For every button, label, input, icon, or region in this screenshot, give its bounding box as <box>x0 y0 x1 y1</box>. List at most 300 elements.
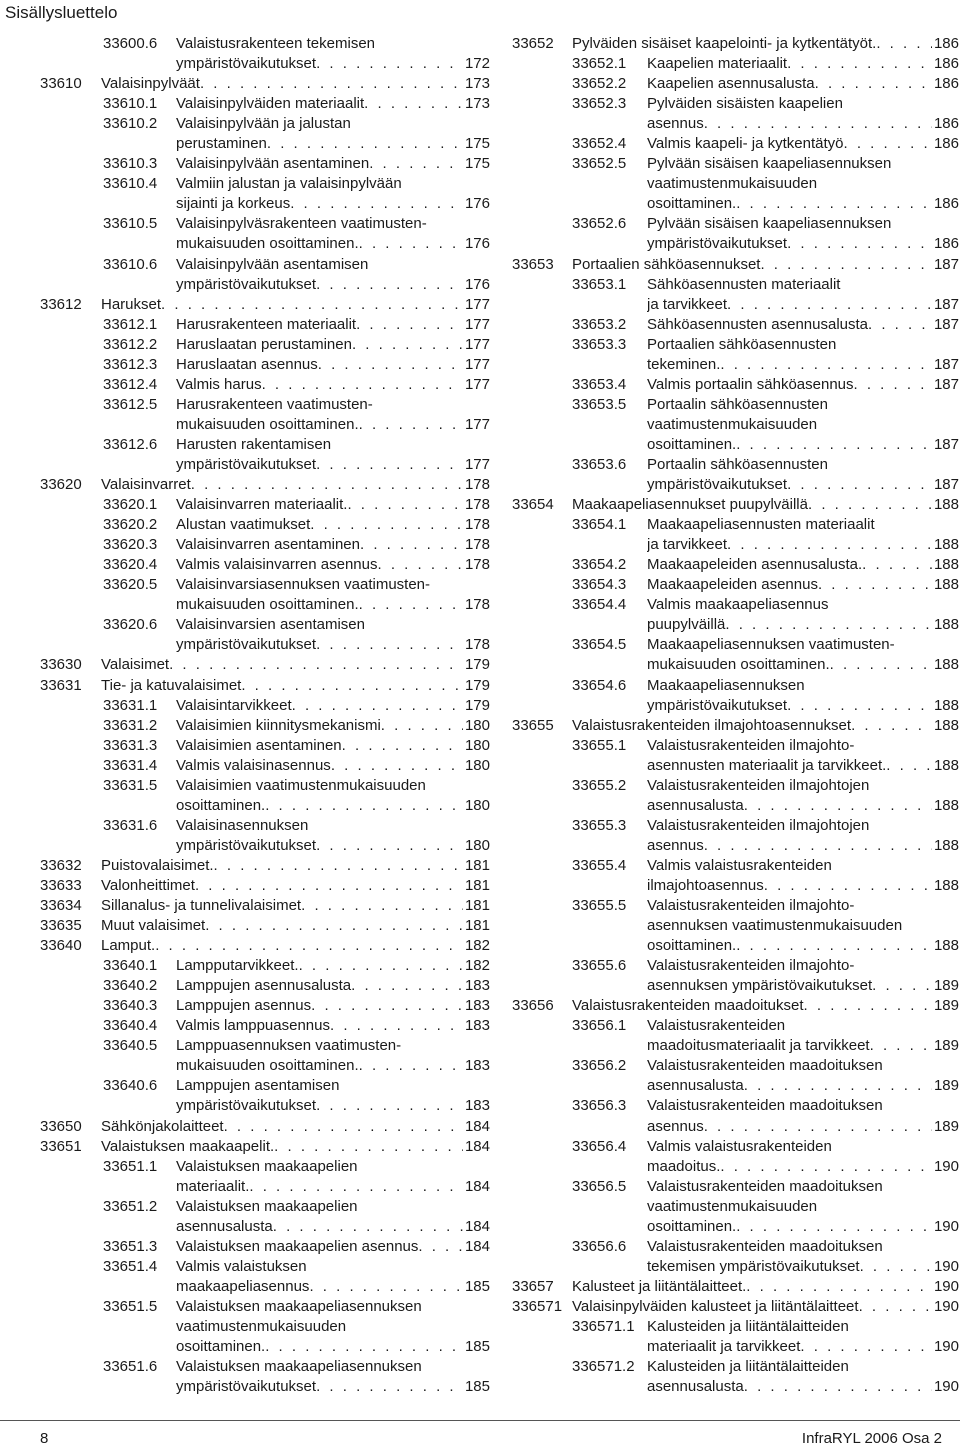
toc-entry <box>40 736 490 756</box>
toc-entry-page: 186 <box>933 235 959 253</box>
toc-entry-title: Valaistuksen maakaapeliasennuksen <box>176 1358 422 1376</box>
toc-entry-title: Tie- ja katuvalaisimet <box>101 676 242 694</box>
dot-leader <box>736 435 932 455</box>
dot-leader <box>359 1056 463 1076</box>
dot-leader <box>854 375 932 395</box>
toc-entry <box>40 1177 490 1197</box>
toc-entry-title: Valaistusrakenteiden maadoituksen <box>647 1057 883 1075</box>
dot-leader <box>720 355 932 375</box>
toc-entry-title: Pylvään sisäisen kaapeliasennuksen <box>647 215 892 233</box>
toc-entry-title: sijainti ja korkeus <box>176 195 291 213</box>
toc-entry <box>512 1357 959 1377</box>
dot-leader <box>265 796 463 816</box>
toc-entry-title: Lamppujen asentamisen <box>176 1077 340 1095</box>
toc-entry-number: 33610.3 <box>103 155 158 173</box>
toc-entry-title: mukaisuuden osoittaminen. <box>176 415 359 433</box>
toc-entry <box>40 655 490 675</box>
toc-entry <box>512 976 959 996</box>
toc-entry <box>40 1337 490 1357</box>
toc-entry <box>40 214 490 234</box>
toc-entry-title: ympäristövaikutukset <box>647 696 788 714</box>
dot-leader <box>169 655 463 675</box>
toc-entry <box>40 34 490 54</box>
toc-entry <box>512 595 959 615</box>
toc-entry-number: 33653.6 <box>572 455 627 473</box>
toc-entry-page: 186 <box>933 115 959 133</box>
toc-entry <box>512 1157 959 1177</box>
dot-leader <box>704 836 932 856</box>
toc-entry-page: 178 <box>464 596 490 614</box>
toc-entry <box>40 1056 490 1076</box>
dot-leader <box>787 54 932 74</box>
dot-leader <box>736 194 932 214</box>
toc-entry-number: 33635 <box>40 917 82 935</box>
dot-leader <box>859 1297 932 1317</box>
toc-entry-number: 33656.5 <box>572 1177 627 1195</box>
toc-entry-page: 179 <box>464 696 490 714</box>
toc-entry-title: Kalusteet ja liitäntälaitteet. <box>572 1277 747 1295</box>
toc-entry-number: 33631.6 <box>103 816 158 834</box>
toc-entry-title: Harusten rakentamisen <box>176 435 332 453</box>
dot-leader <box>318 355 463 375</box>
toc-entry-number: 33655.6 <box>572 957 627 975</box>
toc-entry-page: 177 <box>464 355 490 373</box>
dot-leader <box>727 535 932 555</box>
toc-entry <box>512 154 959 174</box>
toc-entry <box>512 455 959 475</box>
toc-entry-page: 188 <box>933 496 959 514</box>
toc-entry <box>512 1257 959 1277</box>
toc-entry <box>512 94 959 114</box>
toc-entry <box>40 455 490 475</box>
toc-entry-number: 33612.6 <box>103 435 158 453</box>
toc-entry <box>40 54 490 74</box>
toc-entry <box>40 275 490 295</box>
toc-entry-number: 33631.4 <box>103 756 158 774</box>
toc-entry-number: 33640.3 <box>103 997 158 1015</box>
toc-entry-title: Valaistusrakenteen tekemisen <box>176 35 375 52</box>
toc-entry-number: 33620.6 <box>103 616 158 634</box>
toc-entry-page: 187 <box>933 476 959 494</box>
toc-entry <box>512 756 959 776</box>
toc-entry-page: 177 <box>464 455 490 473</box>
toc-entry-number: 33620 <box>40 476 82 494</box>
toc-entry <box>512 716 959 736</box>
dot-leader <box>418 1237 463 1257</box>
toc-entry <box>512 275 959 295</box>
toc-entry-title: Sähkönjakolaitteet <box>101 1117 224 1135</box>
toc-entry <box>40 1237 490 1257</box>
publication-name: InfraRYL 2006 Osa 2 <box>801 1430 942 1447</box>
toc-entry-title: Lamppujen asennus <box>176 997 312 1015</box>
toc-entry-title: Valaisimet <box>101 656 170 674</box>
toc-entry <box>512 355 959 375</box>
toc-entry <box>512 415 959 435</box>
toc-entry-title: Valaisinpylvään asentamisen <box>176 255 369 273</box>
toc-entry-page: 190 <box>933 1157 959 1175</box>
toc-entry-number: 33630 <box>40 656 82 674</box>
toc-entry-page: 185 <box>464 1378 490 1396</box>
toc-entry-number: 33631.3 <box>103 736 158 754</box>
toc-entry <box>40 1117 490 1137</box>
toc-entry-page: 186 <box>933 55 959 73</box>
toc-entry-page: 183 <box>464 997 490 1015</box>
toc-entry <box>512 255 959 275</box>
toc-entry <box>512 555 959 575</box>
toc-entry-page: 184 <box>464 1237 490 1255</box>
toc-entry-title: mukaisuuden osoittaminen. <box>176 1057 359 1075</box>
toc-entry-number: 33620.1 <box>103 496 158 514</box>
toc-entry-title: Sillanalus- ja tunnelivalaisimet <box>101 897 302 915</box>
toc-entry-number: 33633 <box>40 876 82 894</box>
toc-entry-title: Valaisintarvikkeet <box>176 696 292 714</box>
toc-entry-number: 33651.6 <box>103 1358 158 1376</box>
toc-entry-title: Valmis valaistusrakenteiden <box>647 856 832 874</box>
toc-entry <box>512 495 959 515</box>
toc-entry-number: 33600.6 <box>103 35 158 52</box>
toc-entry-page: 180 <box>464 756 490 774</box>
toc-entry-page: 184 <box>464 1137 490 1155</box>
toc-entry <box>40 335 490 355</box>
toc-entry-page: 190 <box>933 1257 959 1275</box>
toc-entry-title: Valaistusrakenteiden ilmajohto- <box>647 897 855 915</box>
toc-entry-title: Lamppujen asennusalusta <box>176 977 352 995</box>
toc-entry <box>40 1016 490 1036</box>
toc-entry-title: asennus <box>647 115 704 133</box>
toc-entry-number: 33640.2 <box>103 977 158 995</box>
toc-entry-page: 182 <box>464 957 490 975</box>
toc-entry-number: 33656.1 <box>572 1017 627 1035</box>
toc-entry-page: 173 <box>464 75 490 93</box>
toc-entry-title: osoittaminen. <box>647 937 737 955</box>
toc-entry-title: Valaisinpylväiden kalusteet ja liitäntälaitteet <box>572 1297 859 1315</box>
toc-entry-title: Valaisinvarren materiaalit. <box>176 496 348 514</box>
toc-entry-title: ympäristövaikutukset <box>647 235 788 253</box>
toc-entry-title: osoittaminen. <box>647 435 737 453</box>
toc-entry-page: 188 <box>933 616 959 634</box>
toc-entry-page: 188 <box>933 796 959 814</box>
toc-entry <box>40 495 490 515</box>
toc-entry-page: 181 <box>464 856 490 874</box>
toc-entry-page: 190 <box>933 1277 959 1295</box>
toc-entry <box>512 1056 959 1076</box>
toc-entry-title: ympäristövaikutukset <box>176 1097 317 1115</box>
toc-entry-number: 33656.3 <box>572 1097 627 1115</box>
toc-entry-number: 33610 <box>40 75 82 93</box>
toc-entry-title: Maakaapeliasennusten materiaalit <box>647 516 875 534</box>
dot-leader <box>316 836 463 856</box>
toc-entry-number: 33655.2 <box>572 776 627 794</box>
toc-entry <box>40 1297 490 1317</box>
toc-entry <box>512 1337 959 1357</box>
toc-entry-number: 33651.3 <box>103 1237 158 1255</box>
toc-entry <box>512 1036 959 1056</box>
toc-entry-title: Sähköasennusten asennusalusta <box>647 315 869 333</box>
dot-leader <box>862 555 932 575</box>
toc-entry-title: ympäristövaikutukset <box>176 636 317 654</box>
toc-entry <box>40 435 490 455</box>
toc-entry-title: ympäristövaikutukset <box>176 836 317 854</box>
toc-entry <box>512 1096 959 1116</box>
dot-leader <box>356 315 463 335</box>
toc-entry-title: Valaisinpylväiden materiaalit <box>176 95 365 113</box>
toc-entry-title: Alustan vaatimukset <box>176 516 311 534</box>
toc-entry <box>512 54 959 74</box>
toc-entry-page: 188 <box>933 937 959 955</box>
toc-entry-title: Valonheittimet <box>101 876 195 894</box>
toc-entry-title: Valaistuksen maakaapelit. <box>101 1137 275 1155</box>
toc-entry-page: 179 <box>464 676 490 694</box>
toc-entry-page: 178 <box>464 516 490 534</box>
toc-entry-number: 33654 <box>512 496 554 514</box>
dot-leader <box>359 234 463 254</box>
toc-entry <box>512 1016 959 1036</box>
toc-entry-page: 186 <box>933 135 959 153</box>
dot-leader <box>273 1217 463 1237</box>
dot-leader <box>161 295 463 315</box>
toc-entry-page: 189 <box>933 1037 959 1055</box>
toc-entry-number: 33612 <box>40 295 82 313</box>
toc-entry <box>512 876 959 896</box>
toc-entry-title: Harusrakenteen materiaalit <box>176 315 357 333</box>
dot-leader <box>316 1096 463 1116</box>
toc-entry-title: asennusalusta <box>647 1378 744 1396</box>
dot-leader <box>872 976 932 996</box>
toc-entry-title: Valaisimien asentaminen <box>176 736 342 754</box>
toc-entry-page: 182 <box>464 937 490 955</box>
toc-entry-page: 183 <box>464 1057 490 1075</box>
toc-entry-title: Valaistusrakenteiden maadoituksen <box>647 1237 883 1255</box>
dot-leader <box>704 1117 932 1137</box>
toc-entry <box>40 635 490 655</box>
toc-entry <box>512 214 959 234</box>
toc-entry-page: 180 <box>464 736 490 754</box>
toc-entry-number: 33651.5 <box>103 1297 158 1315</box>
toc-entry <box>40 255 490 275</box>
toc-entry-page: 177 <box>464 335 490 353</box>
toc-entry <box>40 595 490 615</box>
toc-entry-title: asennusalusta <box>176 1217 273 1235</box>
toc-entry <box>40 174 490 194</box>
toc-entry-number: 33655.3 <box>572 816 627 834</box>
toc-entry-title: Harukset <box>101 295 162 313</box>
toc-entry-number: 33631.2 <box>103 716 158 734</box>
toc-entry-page: 186 <box>933 75 959 93</box>
toc-entry-title: Valmis maakaapeliasennus <box>647 596 829 614</box>
toc-entry-title: Valmis lamppuasennus <box>176 1017 330 1035</box>
toc-entry-title: osoittaminen. <box>176 796 266 814</box>
toc-entry <box>512 435 959 455</box>
dot-leader <box>381 716 463 736</box>
toc-entry-title: Valaisinvarret <box>101 476 191 494</box>
toc-entry-title: Valaistuksen maakaapelien <box>176 1157 358 1175</box>
toc-entry-page: 180 <box>464 836 490 854</box>
toc-entry-title: Valaisinpylvään asentaminen <box>176 155 370 173</box>
dot-leader <box>744 796 932 816</box>
footer-divider <box>0 1420 960 1421</box>
toc-entry <box>512 295 959 315</box>
dot-leader <box>299 956 463 976</box>
dot-leader <box>310 515 463 535</box>
toc-entry <box>512 635 959 655</box>
toc-entry-title: osoittaminen. <box>647 1217 737 1235</box>
toc-entry <box>40 896 490 916</box>
toc-entry-title: Haruslaatan perustaminen <box>176 335 352 353</box>
toc-entry-number: 33653.2 <box>572 315 627 333</box>
toc-entry <box>512 655 959 675</box>
toc-entry-page: 185 <box>464 1277 490 1295</box>
toc-entry-title: Valaistusrakenteiden ilmajohto- <box>647 957 855 975</box>
toc-entry <box>512 1297 959 1317</box>
dot-leader <box>886 756 932 776</box>
toc-entry-title: Maakaapeliasennuksen vaatimusten- <box>647 636 895 654</box>
toc-entry-title: maadoitusmateriaalit ja tarvikkeet <box>647 1037 870 1055</box>
dot-leader <box>316 455 463 475</box>
toc-entry-number: 33656.6 <box>572 1237 627 1255</box>
toc-entry-title: Portaalin sähköasennusten <box>647 395 828 413</box>
toc-entry-title: Pylväiden sisäiset kaapelointi- ja kytkentätyöt. <box>572 35 877 52</box>
toc-entry-title: Maakaapeliasennukset puupylväillä <box>572 496 808 514</box>
toc-entry <box>40 94 490 114</box>
dot-leader <box>868 315 932 335</box>
toc-entry <box>40 876 490 896</box>
toc-entry-number: 33610.5 <box>103 215 158 233</box>
toc-entry-number: 33620.2 <box>103 516 158 534</box>
toc-entry <box>512 114 959 134</box>
toc-entry-title: Valaistusrakenteiden maadoituksen <box>647 1097 883 1115</box>
toc-entry-title: Valmis valaisinasennus <box>176 756 331 774</box>
toc-entry-title: Haruslaatan asennus <box>176 355 318 373</box>
dot-leader <box>830 655 932 675</box>
toc-entry <box>512 856 959 876</box>
toc-entry-number: 33652 <box>512 35 554 52</box>
toc-entry-title: Lamput. <box>101 937 156 955</box>
dot-leader <box>725 615 932 635</box>
toc-entry-page: 188 <box>933 696 959 714</box>
dot-leader <box>720 1157 932 1177</box>
toc-entry-number: 33652.2 <box>572 75 627 93</box>
dot-leader <box>309 1277 463 1297</box>
toc-entry <box>512 475 959 495</box>
toc-entry-title: ympäristövaikutukset <box>647 476 788 494</box>
dot-leader <box>316 54 463 74</box>
dot-leader <box>155 936 463 956</box>
dot-leader <box>241 676 463 696</box>
toc-entry <box>512 34 959 54</box>
toc-entry-title: Maakaapeleiden asennusalusta. <box>647 556 863 574</box>
dot-leader <box>292 696 463 716</box>
toc-entry-number: 33632 <box>40 856 82 874</box>
toc-entry-number: 33654.2 <box>572 556 627 574</box>
toc-entry <box>40 996 490 1016</box>
toc-entry-title: Valaisinvarsiasennuksen vaatimusten- <box>176 576 431 594</box>
toc-entry-page: 187 <box>933 315 959 333</box>
toc-entry-page: 181 <box>464 897 490 915</box>
dot-leader <box>352 335 463 355</box>
toc-entry-title: Valmis valaistusrakenteiden <box>647 1137 832 1155</box>
dot-leader <box>265 1337 463 1357</box>
dot-leader <box>316 275 463 295</box>
dot-leader <box>369 154 463 174</box>
toc-entry <box>40 375 490 395</box>
toc-entry-number: 33631.5 <box>103 776 158 794</box>
toc-entry-title: Valmiin jalustan ja valaisinpylvään <box>176 175 402 193</box>
toc-entry-title: Valaistusrakenteiden ilmajohtojen <box>647 816 870 834</box>
toc-entry-page: 188 <box>933 876 959 894</box>
toc-entry-number: 33620.4 <box>103 556 158 574</box>
toc-entry <box>40 315 490 335</box>
dot-leader <box>205 916 463 936</box>
toc-entry-number: 33656.4 <box>572 1137 627 1155</box>
dot-leader <box>224 1117 463 1137</box>
toc-entry-number: 33640 <box>40 937 82 955</box>
toc-entry-title: Valaisinasennuksen <box>176 816 309 834</box>
toc-entry-page: 189 <box>933 1117 959 1135</box>
toc-entry <box>512 1237 959 1257</box>
dot-leader <box>311 996 463 1016</box>
dot-leader <box>736 936 932 956</box>
toc-entry-title: Portaalien sähköasennukset <box>572 255 761 273</box>
dot-leader <box>214 856 463 876</box>
dot-leader <box>744 1076 932 1096</box>
toc-entry-page: 190 <box>933 1338 959 1356</box>
toc-entry-page: 190 <box>933 1217 959 1235</box>
toc-entry <box>512 1117 959 1137</box>
dot-leader <box>800 1337 932 1357</box>
toc-entry-number: 33653.3 <box>572 335 627 353</box>
toc-entry-page: 188 <box>933 556 959 574</box>
toc-entry-title: Valaisimien vaatimustenmukaisuuden <box>176 776 426 794</box>
toc-entry-title: asennusalusta <box>647 796 744 814</box>
toc-entry-number: 33651.1 <box>103 1157 158 1175</box>
toc-entry-page: 188 <box>933 656 959 674</box>
toc-column-left <box>40 34 490 1397</box>
dot-leader <box>262 375 463 395</box>
toc-entry-title: maakaapeliasennus <box>176 1277 310 1295</box>
toc-entry-number: 33640.6 <box>103 1077 158 1095</box>
toc-entry-title: ympäristövaikutukset <box>176 55 317 73</box>
toc-entry-page: 180 <box>464 796 490 814</box>
toc-entry-title: Valaistusrakenteiden ilmajohtoasennukset <box>572 716 852 734</box>
toc-entry-page: 184 <box>464 1217 490 1235</box>
toc-entry <box>512 1137 959 1157</box>
toc-entry-title: Muut valaisimet <box>101 917 206 935</box>
toc-entry <box>40 696 490 716</box>
toc-entry <box>512 996 959 1016</box>
toc-entry-page: 176 <box>464 195 490 213</box>
toc-entry-page: 190 <box>933 1297 959 1315</box>
toc-entry-number: 33652.3 <box>572 95 627 113</box>
toc-entry-title: asennus <box>647 1117 704 1135</box>
toc-entry <box>40 535 490 555</box>
toc-entry-page: 189 <box>933 997 959 1015</box>
toc-entry-title: Portaalin sähköasennusten <box>647 455 828 473</box>
toc-entry-title: Valaisinpylvään ja jalustan <box>176 115 351 133</box>
toc-entry <box>512 956 959 976</box>
toc-entry-title: Kaapelien materiaalit <box>647 55 788 73</box>
toc-entry <box>512 1177 959 1197</box>
toc-entry-title: Valmis valaistuksen <box>176 1257 307 1275</box>
dot-leader <box>764 876 932 896</box>
toc-entry-title: Valaisinvarsien asentamisen <box>176 616 365 634</box>
toc-entry-number: 33612.2 <box>103 335 158 353</box>
toc-entry-title: vaatimustenmukaisuuden <box>647 175 818 193</box>
toc-entry-title: asennuksen vaatimustenmukaisuuden <box>647 917 903 935</box>
dot-leader <box>843 134 931 154</box>
toc-entry <box>40 796 490 816</box>
dot-leader <box>274 1137 463 1157</box>
toc-entry <box>512 796 959 816</box>
